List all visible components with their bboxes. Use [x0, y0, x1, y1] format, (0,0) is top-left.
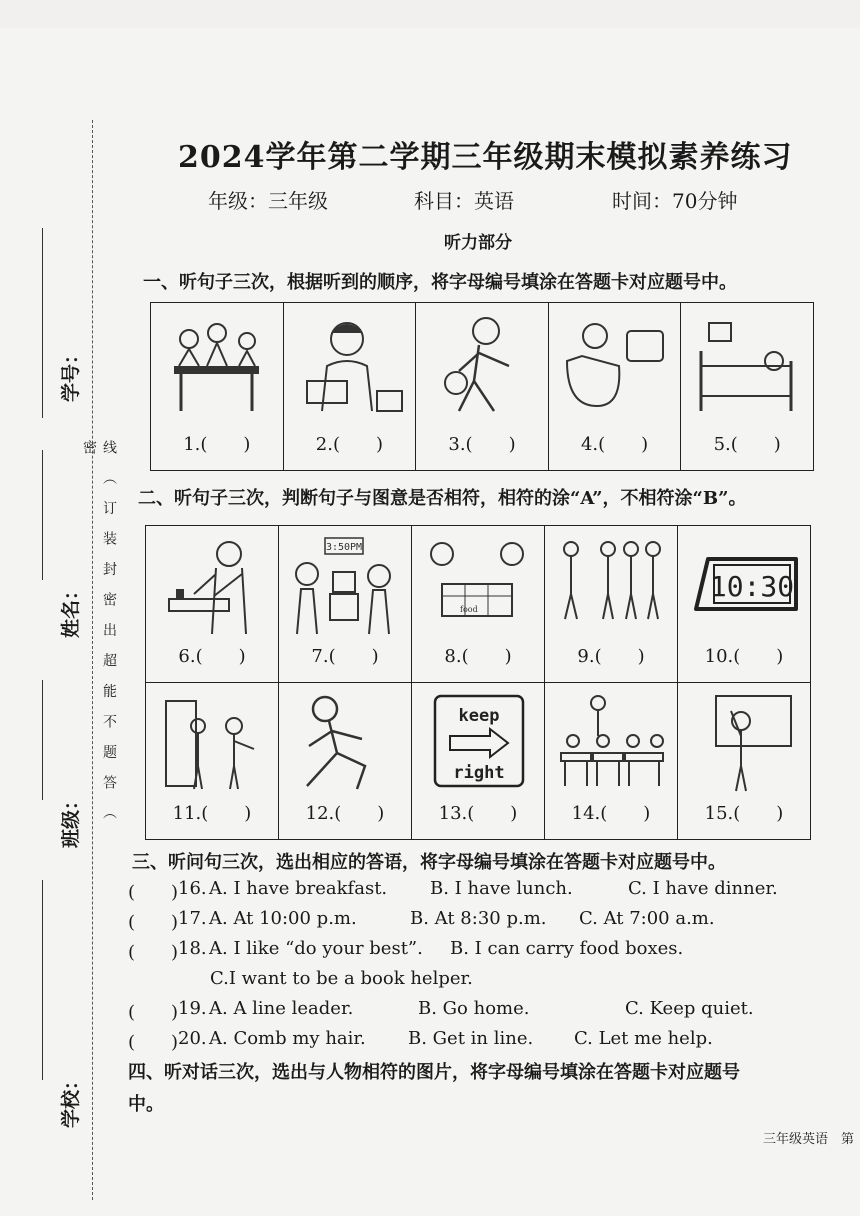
answer-paren-18[interactable]: ( ): [128, 942, 179, 963]
alarm-text: 10:30: [709, 570, 795, 603]
option-17c: C. At 7:00 a.m.: [579, 908, 715, 929]
question-num-16: 16.: [178, 878, 207, 899]
boy-basketball-icon: [424, 311, 539, 421]
sleeping-bed-icon: [689, 311, 804, 421]
section2-grid: [145, 525, 811, 840]
name-label: 姓名：: [60, 580, 82, 638]
item-num-12[interactable]: 12.( ): [305, 803, 385, 824]
listening-part-label: 听力部分: [444, 233, 512, 253]
option-18a: A. I like “do your best”.: [209, 938, 423, 959]
boy-reading-icon: [292, 311, 407, 421]
question-num-17: 17.: [178, 908, 207, 929]
option-20b: B. Get in line.: [408, 1028, 534, 1049]
picture-cell-13: [412, 683, 545, 840]
name-field[interactable]: [42, 450, 43, 580]
class-field[interactable]: [42, 680, 43, 800]
kids-robot-icon: [287, 534, 402, 639]
item-num-1[interactable]: 1.( ): [183, 434, 251, 455]
picture-cell-3: [416, 303, 549, 471]
section1-grid: [150, 302, 814, 471]
student-id-field[interactable]: [42, 228, 43, 418]
answer-paren-17[interactable]: ( ): [128, 912, 179, 933]
family-dinner-icon: [159, 311, 274, 421]
sign-bottom-text: right: [453, 763, 505, 783]
picture-cell-5: [681, 303, 814, 471]
student-id-label: 学号：: [60, 344, 82, 402]
item-num-2[interactable]: 2.( ): [315, 434, 383, 455]
item-num-7[interactable]: 7.( ): [311, 646, 379, 667]
sign-top-text: keep: [458, 706, 500, 726]
boy-running-icon: [287, 691, 402, 796]
grade-label: 年级：三年级: [208, 189, 328, 213]
question-num-20: 20.: [178, 1028, 207, 1049]
item-num-10[interactable]: 10.( ): [704, 646, 784, 667]
boy-watching-tv-icon: [557, 311, 672, 421]
option-19a: A. A line leader.: [209, 998, 354, 1019]
boys-line-up-icon: [553, 534, 668, 639]
option-20c: C. Let me help.: [574, 1028, 713, 1049]
man-washing-hands-icon: [154, 534, 269, 639]
section4-instruction-line1: 四、听对话三次，选出与人物相符的图片，将字母编号填涂在答题卡对应题号: [128, 1062, 740, 1083]
section3-instruction: 三、听问句三次，选出相应的答语，将字母编号填涂在答题卡对应题号中。: [132, 852, 726, 873]
school-field[interactable]: [42, 880, 43, 1080]
time-label: 时间：70分钟: [612, 189, 738, 213]
answer-paren-16[interactable]: ( ): [128, 882, 179, 903]
item-num-11[interactable]: 11.( ): [172, 803, 252, 824]
option-19c: C. Keep quiet.: [625, 998, 754, 1019]
boys-carry-box-icon: [420, 534, 535, 639]
picture-cell-8: [412, 526, 545, 683]
item-num-13[interactable]: 13.( ): [438, 803, 518, 824]
picture-cell-10: [678, 526, 811, 683]
page-footer: 三年级英语 第: [763, 1132, 855, 1147]
option-19b: B. Go home.: [418, 998, 530, 1019]
section4-instruction-line2: 中。: [128, 1094, 164, 1115]
item-num-3[interactable]: 3.( ): [448, 434, 516, 455]
option-16b: B. I have lunch.: [430, 878, 573, 899]
item-num-5[interactable]: 5.( ): [713, 434, 781, 455]
box-text: food: [460, 605, 478, 614]
item-num-8[interactable]: 8.( ): [444, 646, 512, 667]
keep-right-sign-icon: [420, 691, 535, 796]
classroom-icon: [553, 691, 668, 796]
answer-paren-20[interactable]: ( ): [128, 1032, 179, 1053]
question-num-18: 18.: [178, 938, 207, 959]
option-20a: A. Comb my hair.: [209, 1028, 366, 1049]
option-18b: B. I can carry food boxes.: [450, 938, 684, 959]
seal-text: 线 （ 订 装 封 密 出 超 能 不 题 答 （ 密: [81, 440, 117, 826]
picture-cell-14: [545, 683, 678, 840]
section1-instruction: 一、听句子三次，根据听到的顺序，将字母编号填涂在答题卡对应题号中。: [143, 272, 737, 293]
question-num-19: 19.: [178, 998, 207, 1019]
page-title: 2024学年第二学期三年级期末模拟素养练习: [178, 140, 793, 175]
picture-cell-12: [279, 683, 412, 840]
picture-cell-11: [146, 683, 279, 840]
picture-cell-9: [545, 526, 678, 683]
item-num-9[interactable]: 9.( ): [577, 646, 645, 667]
answer-paren-19[interactable]: ( ): [128, 1002, 179, 1023]
item-num-4[interactable]: 4.( ): [580, 434, 649, 455]
option-18c: C.I want to be a book helper.: [210, 968, 473, 989]
option-16a: A. I have breakfast.: [209, 878, 388, 899]
option-17b: B. At 8:30 p.m.: [410, 908, 547, 929]
class-label: 班级：: [60, 790, 82, 848]
boy-at-board-icon: [686, 691, 801, 796]
clock-text: 3:50PM: [325, 542, 363, 553]
section2-instruction: 二、听句子三次，判断句子与图意是否相符，相符的涂“A”，不相符涂“B”。: [138, 488, 747, 509]
subject-label: 科目：英语: [414, 189, 514, 213]
alarm-clock-icon: [686, 534, 801, 639]
item-num-6[interactable]: 6.( ): [178, 646, 246, 667]
option-17a: A. At 10:00 p.m.: [209, 908, 357, 929]
picture-cell-15: [678, 683, 811, 840]
picture-cell-6: [146, 526, 279, 683]
item-num-15[interactable]: 15.( ): [704, 803, 784, 824]
school-label: 学校：: [60, 1070, 82, 1128]
picture-cell-2: [284, 303, 417, 471]
option-16c: C. I have dinner.: [628, 878, 778, 899]
picture-cell-1: [151, 303, 284, 471]
picture-cell-4: [549, 303, 682, 471]
item-num-14[interactable]: 14.( ): [571, 803, 651, 824]
boy-open-door-icon: [154, 691, 269, 796]
picture-cell-7: [279, 526, 412, 683]
